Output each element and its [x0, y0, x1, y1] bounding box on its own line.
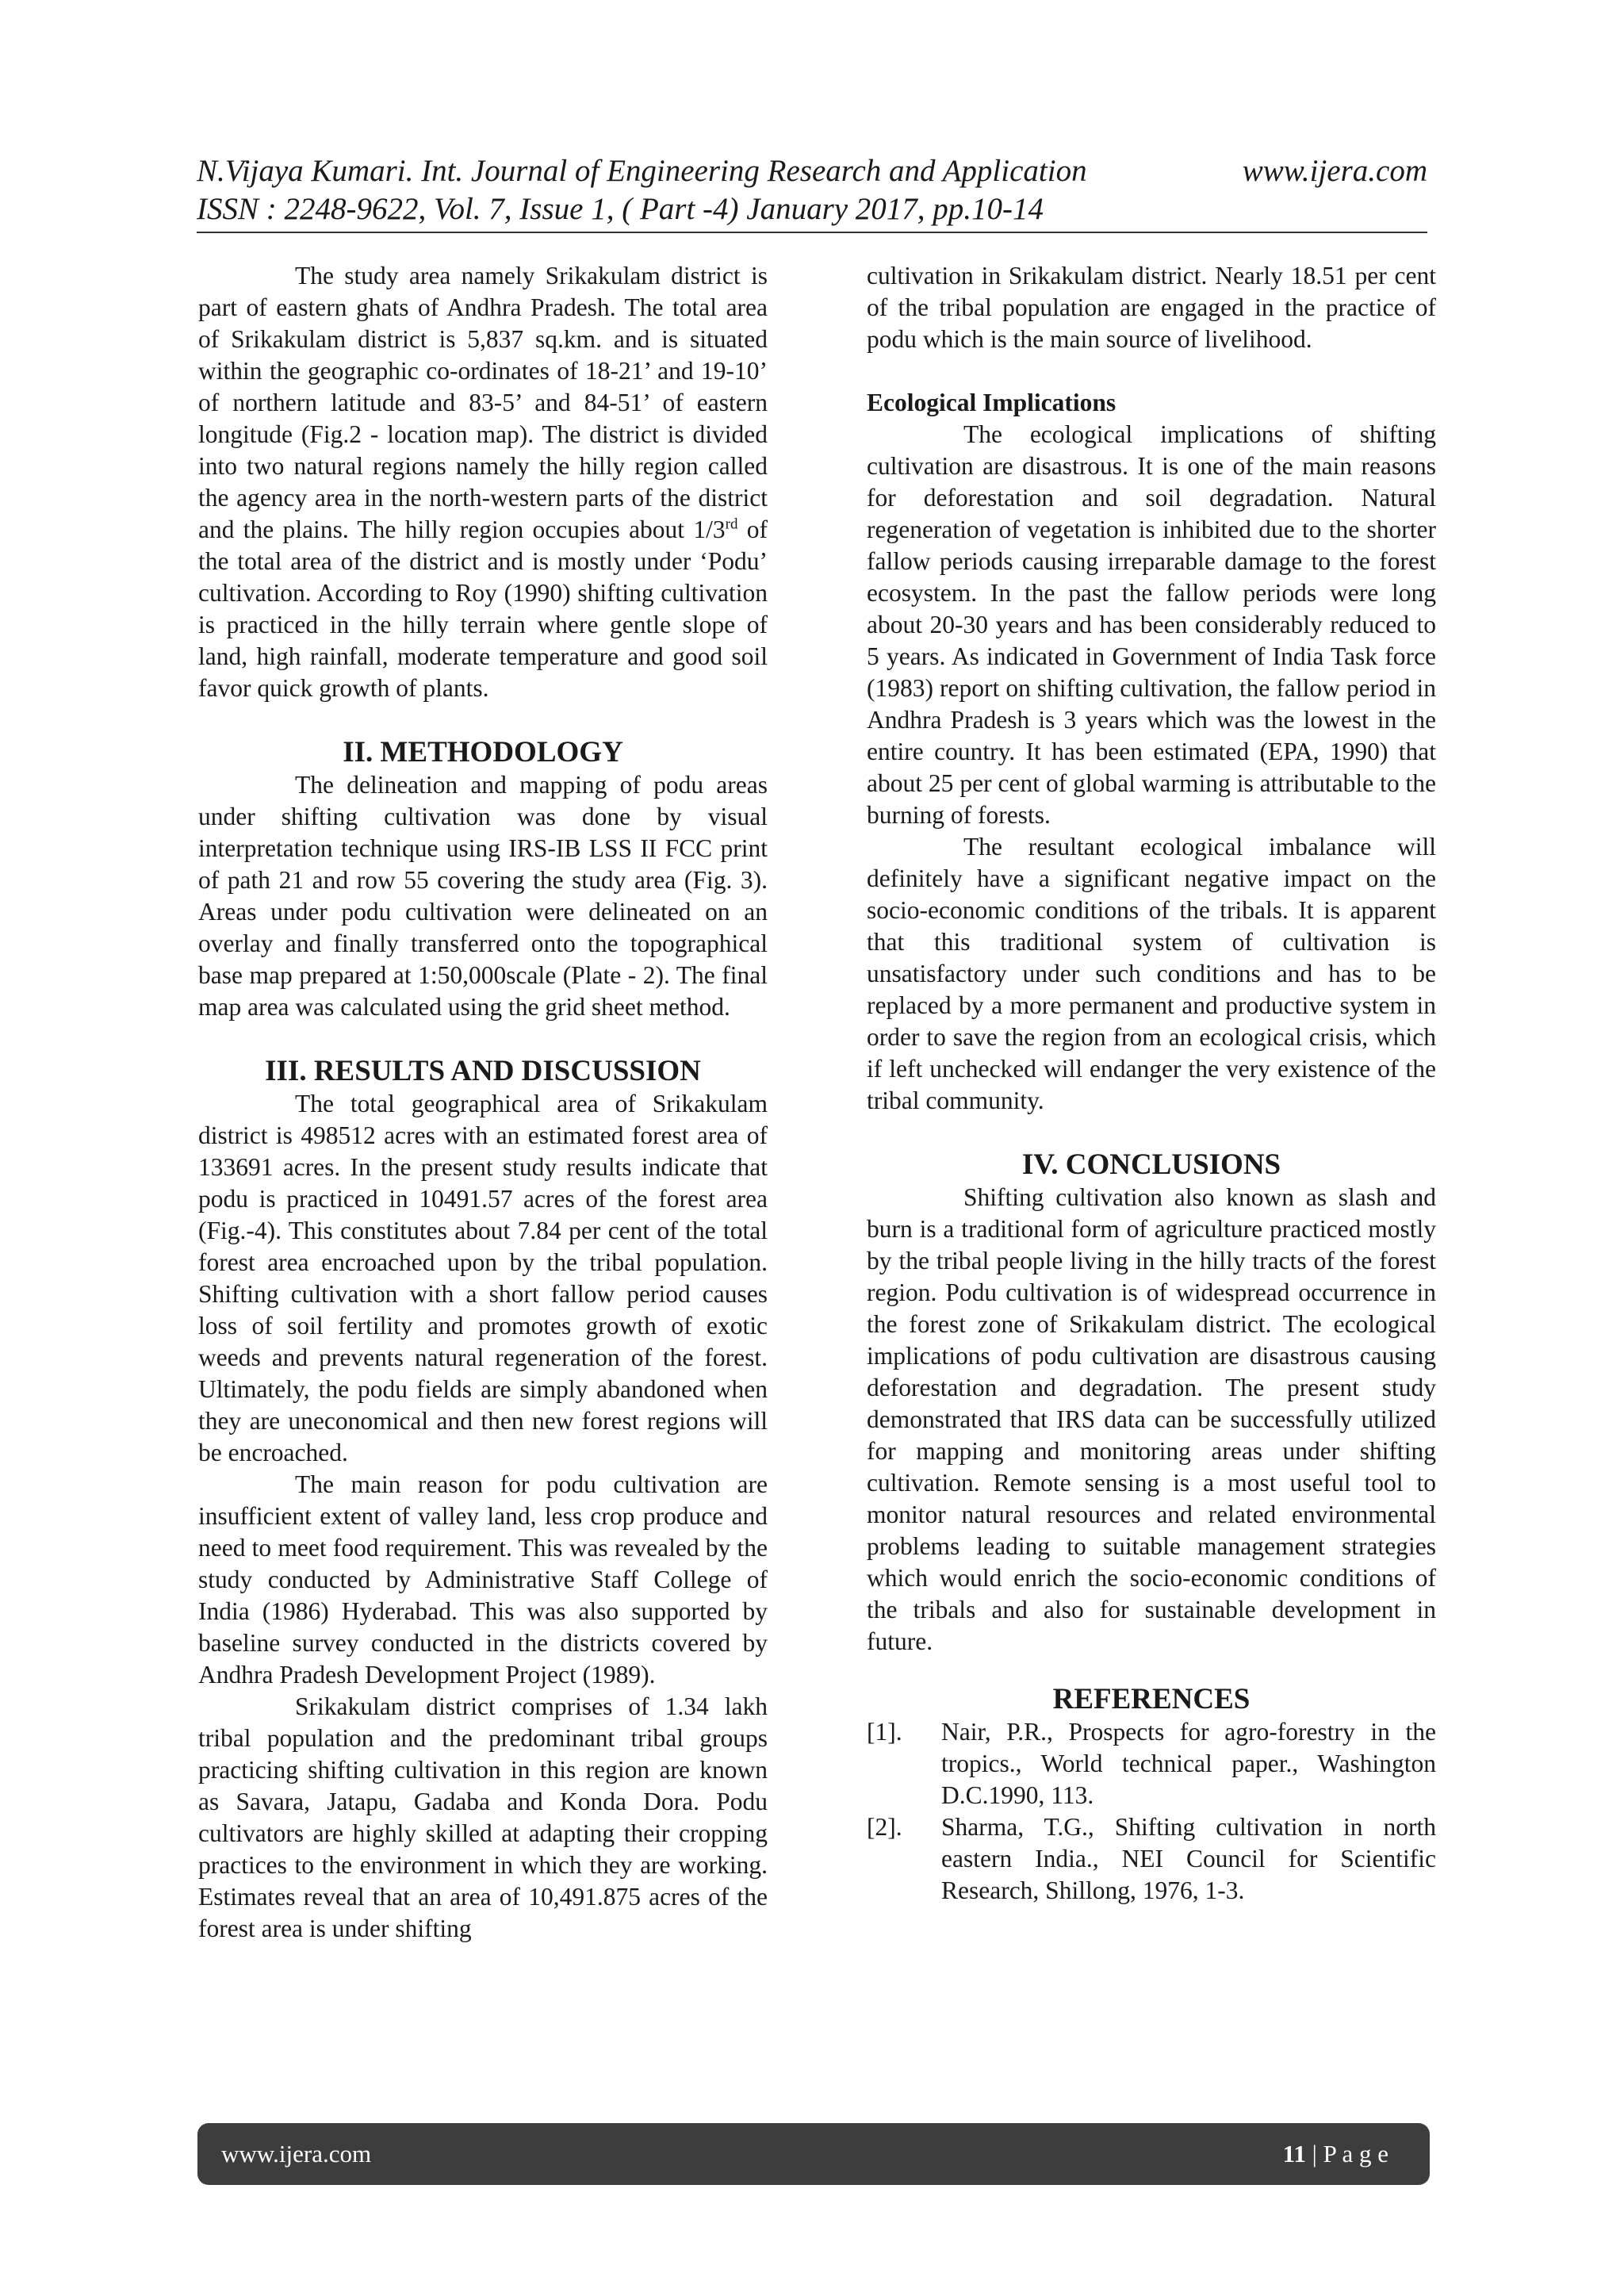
left-column [198, 260, 768, 1945]
right-column [867, 260, 1436, 1907]
results-paragraph-1: The total geographical area of Srikakulam district is 498512 acres with an estimated forest area of 133691 acres. In the present study results indicate that podu is practiced in 10491.57 acres of the forest area (Fig.-4). This constitutes about 7.84 per cent of the total forest area encroached upon by the tribal population. Shifting cultivation with a short fallow period causes loss of soil fertility and promotes growth of exotic weeds and prevents natural regeneration of the forest. Ultimately, the podu fields are simply abandoned when they are uneconomical and then new forest regions will be encroached. [198, 1090, 768, 1466]
journal-citation: N.Vijaya Kumari. Int. Journal of Engineering Research and Application [197, 154, 1087, 188]
journal-website: www.ijera.com [1242, 154, 1427, 188]
header-line-1 [197, 152, 1427, 190]
footer-website: www.ijera.com [221, 2140, 372, 2168]
issn-line: ISSN : 2248-9622, Vol. 7, Issue 1, ( Part -4) January 2017, pp.10-14 [197, 192, 1044, 226]
references-heading: REFERENCES [1052, 1683, 1251, 1715]
methodology-paragraph: The delineation and mapping of podu areas under shifting cultivation was done by visual interpretation technique using IRS-IB LSS II FCC print of path 21 and row 55 covering the study area (Fig. 3). Areas under podu cultivation were delineated on an overlay and finally transferred onto the topographical base map prepared at 1:50,000scale (Plate - 2). The final map area was calculated using the grid sheet method. [198, 771, 768, 1021]
reference-item [867, 1811, 1436, 1907]
page-footer [197, 2123, 1430, 2185]
conclusions-heading: IV. CONCLUSIONS [1021, 1148, 1281, 1181]
page-label: | P a g e [1305, 2140, 1388, 2168]
ecological-paragraph-2: The resultant ecological imbalance will definitely have a significant negative impact on the socio-economic conditions of the tribals. It is apparent that this traditional system of cultivation is unsatisfactory under such conditions and has to be replaced by a more permanent and productive system in order to save the region from an ecological crisis, which if left unchecked will endanger the very existence of the tribal community. [867, 833, 1436, 1114]
continued-paragraph: cultivation in Srikakulam district. Nearly 18.51 per cent of the tribal population are engaged in the practice of podu which is the main source of livelihood. [867, 262, 1436, 353]
ecological-implications-heading: Ecological Implications [867, 389, 1116, 416]
results-heading: III. RESULTS AND DISCUSSION [265, 1055, 701, 1087]
page-number: 11 [1282, 2140, 1306, 2168]
reference-text: Sharma, T.G., Shifting cultivation in north eastern India., NEI Council for Scientific Research, Shillong, 1976, 1-3. [941, 1813, 1436, 1904]
header-line-2 [197, 190, 1427, 228]
reference-number: [1]. [867, 1718, 902, 1746]
page-indicator [1283, 2140, 1388, 2168]
results-paragraph-2: The main reason for podu cultivation are insufficient extent of valley land, less crop produce and need to meet food requirement. This was revealed by the study conducted by Administrative Staff College of India (1986) Hyderabad. This was also supported by baseline survey conducted in the districts covered by Andhra Pradesh Development Project (1989). [198, 1470, 768, 1688]
conclusions-paragraph: Shifting cultivation also known as slash and burn is a traditional form of agriculture practiced mostly by the tribal people living in the hilly tracts of the forest region. Podu cultivation is of widespread occurrence in the forest zone of Srikakulam district. The ecological implications of podu cultivation are disastrous causing deforestation and degradation. The present study demonstrated that IRS data can be successfully utilized for mapping and monitoring areas under shifting cultivation. Remote sensing is a most useful tool to monitor natural resources and related environmental problems leading to suitable management strategies which would enrich the socio-economic conditions of the tribals and also for sustainable development in future. [867, 1183, 1436, 1655]
study-area-paragraph: The study area namely Srikakulam district is part of eastern ghats of Andhra Pradesh. The total area of Srikakulam district is 5,837 sq.km. and is situated within the geographic co-ordinates of 18-21’ and 19-10’ of northern latitude and 83-5’ and 84-51’ of eastern longitude (Fig.2 - location map). The district is divided into two natural regions namely the hilly region called the agency area in the north-western parts of the district and the plains. The hilly region occupies about 1/3rd of the total area of the district and is mostly under ‘Podu’ cultivation. According to Roy (1990) shifting cultivation is practiced in the hilly terrain where gentle slope of land, high rainfall, moderate temperature and good soil favor quick growth of plants. [198, 262, 768, 702]
ecological-paragraph-1: The ecological implications of shifting cultivation are disastrous. It is one of the main reasons for deforestation and soil degradation. Natural regeneration of vegetation is inhibited due to the shorter fallow periods causing irreparable damage to the forest ecosystem. In the past the fallow periods were long about 20-30 years and has been considerably reduced to 5 years. As indicated in Government of India Task force (1983) report on shifting cultivation, the fallow period in Andhra Pradesh is 3 years which was the lowest in the entire country. It has been estimated (EPA, 1990) that about 25 per cent of global warming is attributable to the burning of forests. [867, 420, 1436, 829]
results-paragraph-3: Srikakulam district comprises of 1.34 lakh tribal population and the predominant tribal groups practicing shifting cultivation in this region are known as Savara, Jatapu, Gadaba and Konda Dora. Podu cultivators are highly skilled at adapting their cropping practices to the environment in which they are working. Estimates reveal that an area of 10,491.875 acres of the forest area is under shifting [198, 1692, 768, 1942]
reference-number: [2]. [867, 1813, 902, 1841]
reference-item [867, 1716, 1436, 1811]
methodology-heading: II. METHODOLOGY [343, 736, 623, 769]
running-header [197, 152, 1427, 233]
reference-text: Nair, P.R., Prospects for agro-forestry in the tropics., World technical paper., Washington D.C.1990, 113. [941, 1718, 1436, 1809]
superscript-rd: rd [725, 516, 738, 533]
